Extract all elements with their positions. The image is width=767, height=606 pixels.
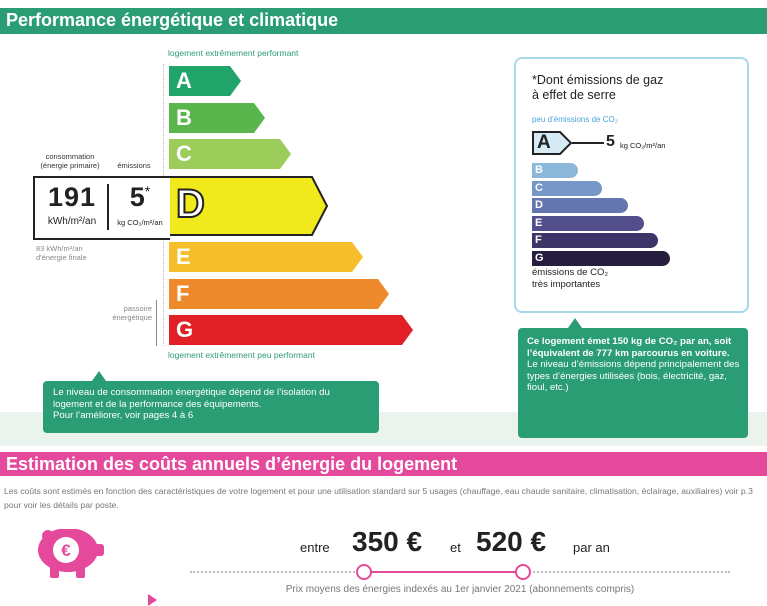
passoire-label: passoire énergétique	[112, 304, 152, 322]
cost-section-header	[0, 452, 767, 476]
energy-class-letter: B	[176, 105, 192, 130]
ghg-value: 5	[606, 133, 615, 150]
ghg-class-g	[532, 251, 670, 266]
info-callout-arrow	[92, 371, 106, 381]
emissions-unit: kg CO₂/m²/an	[117, 218, 163, 227]
cost-and-label: et	[450, 540, 461, 555]
energy-class-g	[168, 314, 414, 346]
ghg-class-letter: D	[535, 199, 543, 211]
ghg-unit: kg CO₂/m²/an	[620, 141, 666, 150]
ghg-info-bold: Ce logement émet 150 kg de CO₂ par an, soit l’équivalent de 777 km parcourus en voiture.	[527, 336, 732, 359]
energy-class-a	[168, 65, 242, 97]
ghg-class-d	[532, 198, 628, 213]
consumption-label: consommation (énergie primaire)	[40, 152, 100, 170]
energy-class-c	[168, 138, 292, 170]
energy-class-letter: D	[176, 182, 205, 226]
ghg-bottom-label: émissions de CO₂ très importantes	[532, 267, 609, 290]
energy-class-e	[168, 241, 364, 273]
cost-per-year: par an	[573, 540, 610, 555]
cost-section-title: Estimation des coûts annuels d’énergie du logement	[6, 454, 458, 474]
ghg-class-letter: F	[535, 234, 542, 246]
ghg-panel	[514, 57, 749, 313]
energy-section-header	[0, 8, 767, 34]
ghg-info-text: Le niveau d’émissions dépend principalement des types d’énergies utilisées (bois, électricité, gaz, fioul, etc.)	[527, 359, 740, 393]
energy-class-f	[168, 278, 390, 310]
emissions-star: *	[144, 183, 151, 199]
energy-class-letter: F	[176, 281, 190, 306]
scale-top-label: logement extrêmement performant	[168, 48, 299, 58]
ghg-top-label: peu d’émissions de CO₂	[532, 115, 618, 124]
piggy-bank-euro-icon	[28, 514, 106, 580]
ghg-class-letter: B	[535, 164, 543, 176]
ghg-rating-letter: A	[537, 132, 551, 153]
consumption-value: 191	[47, 182, 97, 212]
energy-class-letter: G	[176, 317, 194, 342]
energy-class-letter: C	[176, 141, 192, 166]
emissions-label: émissions	[117, 161, 151, 170]
scale-bottom-label: logement extrêmement peu performant	[168, 350, 315, 360]
cost-high: 520 €	[476, 526, 547, 557]
ghg-class-b	[532, 163, 578, 178]
energy-class-d	[168, 176, 328, 236]
energy-class-letter: E	[176, 244, 191, 269]
cost-high-marker	[515, 564, 531, 580]
cost-between-label: entre	[300, 540, 330, 555]
cost-intro: Les coûts sont estimés en fonction des caractéristiques de votre logement et pour une utilisation standard sur 5 usages (chauffage, eau chaude sanitaire, climatisation, éclairage, auxiliaires) voir p.3 pour voir les détails par poste.	[4, 486, 753, 510]
cost-range	[300, 526, 720, 564]
final-energy-note: 83 kWh/m²/an d'énergie finale	[36, 244, 87, 262]
next-arrow-icon	[148, 594, 157, 606]
ghg-class-letter: G	[535, 251, 544, 264]
ghg-title: *Dont émissions de gaz à effet de serre	[532, 73, 664, 102]
cost-range-bar	[364, 571, 521, 573]
ghg-class-f	[532, 233, 658, 248]
energy-class-b	[168, 102, 266, 134]
energy-info-box: Le niveau de consommation énergétique dépend de l’isolation du logement et de la performance des équipements. Pour l’améliorer, voir pages 4 à 6	[43, 381, 379, 433]
rating-value-box	[33, 176, 170, 240]
passoire-bracket	[156, 300, 157, 346]
ghg-class-c	[532, 181, 602, 196]
cost-low-marker	[356, 564, 372, 580]
ghg-rating-marker	[532, 131, 572, 155]
ghg-class-letter: C	[535, 181, 543, 194]
ghg-class-e	[532, 216, 644, 231]
cost-low: 350 €	[352, 526, 423, 557]
emissions-value: 5	[129, 182, 145, 212]
ghg-callout-arrow	[568, 318, 582, 328]
svg-text:€: €	[61, 541, 71, 560]
ghg-leader-line	[572, 142, 604, 144]
energy-section-title: Performance énergétique et climatique	[6, 10, 339, 30]
emissions-value-wrap	[115, 182, 165, 213]
ghg-class-letter: E	[535, 216, 543, 229]
consumption-unit: kWh/m²/an	[47, 216, 97, 227]
ghg-info-box	[518, 328, 748, 438]
price-note: Prix moyens des énergies indexés au 1er janvier 2021 (abonnements compris)	[285, 584, 635, 595]
energy-class-letter: A	[176, 68, 192, 93]
